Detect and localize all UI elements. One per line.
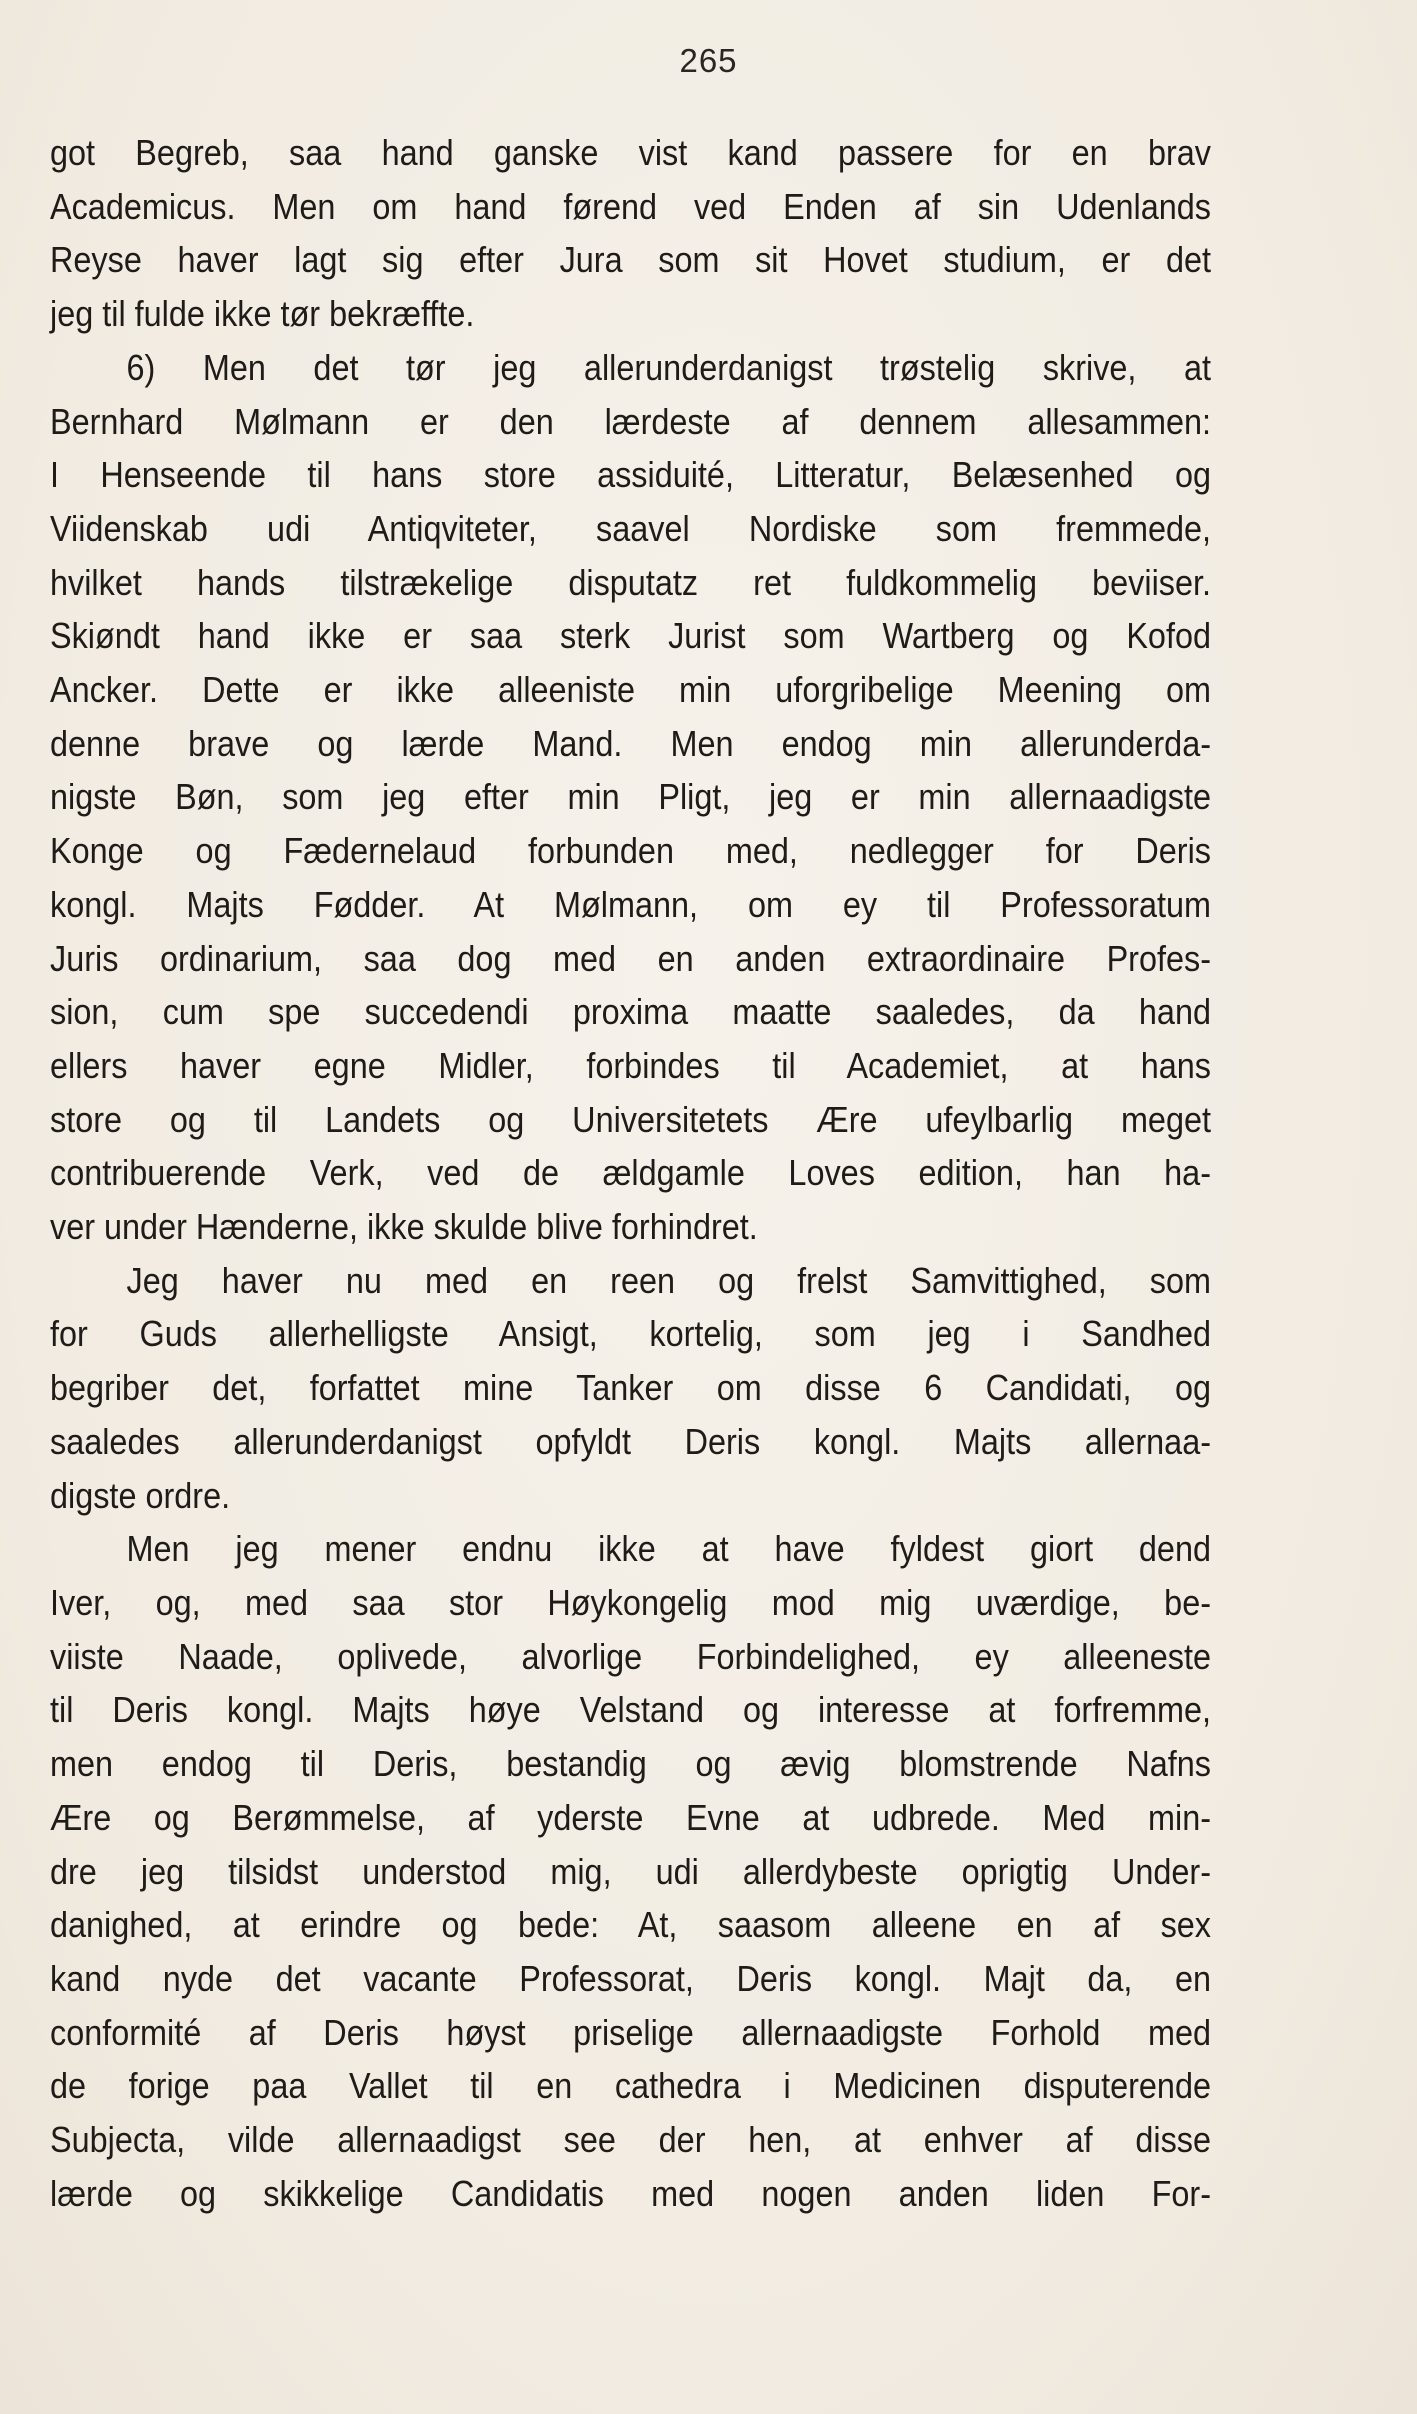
text-line: kongl. Majts Fødder. At Mølmann, om ey til Professoratum: [50, 883, 1211, 925]
text-line: got Begreb, saa hand ganske vist kand passere for en brav: [50, 132, 1211, 173]
text-line: Ancker. Dette er ikke alleeniste min uforgribelige Meening om: [50, 669, 1211, 711]
text-line: Viidenskab udi Antiqviteter, saavel Nordiske som fremmede,: [50, 507, 1211, 549]
text-line: Bernhard Mølmann er den lærdeste af dennem allesammen:: [50, 400, 1211, 442]
body-text: [50, 126, 1210, 2220]
text-line: de forige paa Vallet til en cathedra i Medicinen disputerende: [50, 2065, 1211, 2107]
text-line: Juris ordinarium, saa dog med en anden extraordinaire Profes-: [50, 937, 1211, 979]
text-line: store og til Landets og Universitetets Ære ufeylbarlig meget: [50, 1098, 1211, 1140]
text-line: saaledes allerunderdanigst opfyldt Deris kongl. Majts allernaa-: [50, 1420, 1211, 1462]
text-line: men endog til Deris, bestandig og ævig blomstrende Nafns: [50, 1743, 1211, 1785]
text-line: Jeg haver nu med en reen og frelst Samvittighed, som: [126, 1259, 1211, 1301]
text-line: Men jeg mener endnu ikke at have fyldest giort dend: [126, 1528, 1211, 1570]
text-line: Konge og Fædernelaud forbunden med, nedlegger for Deris: [50, 830, 1211, 872]
text-line: danighed, at erindre og bede: At, saasom alleene en af sex: [50, 1904, 1211, 1946]
text-line: Subjecta, vilde allernaadigst see der hen, at enhver af disse: [50, 2119, 1211, 2161]
text-line: nigste Bøn, som jeg efter min Pligt, jeg er min allernaadigste: [50, 776, 1211, 818]
text-line: for Guds allerhelligste Ansigt, kortelig, som jeg i Sandhed: [50, 1313, 1211, 1355]
text-line: Iver, og, med saa stor Høykongelig mod mig uværdige, be-: [50, 1581, 1211, 1623]
text-line: kand nyde det vacante Professorat, Deris kongl. Majt da, en: [50, 1957, 1211, 1999]
text-line: ellers haver egne Midler, forbindes til Academiet, at hans: [50, 1044, 1211, 1086]
text-line: Academicus. Men om hand førend ved Enden af sin Udenlands: [50, 185, 1211, 227]
text-line: contribuerende Verk, ved de ældgamle Loves edition, han ha-: [50, 1152, 1211, 1194]
text-line: hvilket hands tilstrækelige disputatz ret fuldkommelig beviiser.: [50, 561, 1211, 603]
text-line: I Henseende til hans store assiduité, Litteratur, Belæsenhed og: [50, 454, 1211, 496]
text-line: lærde og skikkelige Candidatis med nogen anden liden For-: [50, 2172, 1211, 2214]
text-line: sion, cum spe succedendi proxima maatte saaledes, da hand: [50, 991, 1211, 1033]
text-line: conformité af Deris høyst priselige allernaadigste Forhold med: [50, 2011, 1211, 2053]
text-line: ver under Hænderne, ikke skulde blive forhindret.: [50, 1206, 758, 1248]
text-line: Skiøndt hand ikke er saa sterk Jurist som Wartberg og Kofod: [50, 615, 1211, 657]
text-line: denne brave og lærde Mand. Men endog min allerunderda-: [50, 722, 1211, 764]
text-line: viiste Naade, oplivede, alvorlige Forbindelighed, ey alleeneste: [50, 1635, 1211, 1677]
text-line: dre jeg tilsidst understod mig, udi allerdybeste oprigtig Under-: [50, 1850, 1211, 1892]
page-number: 265: [679, 42, 738, 79]
text-line: digste ordre.: [50, 1474, 231, 1516]
text-line: Ære og Berømmelse, af yderste Evne at udbrede. Med min-: [50, 1796, 1211, 1838]
text-line: jeg til fulde ikke tør bekræffte.: [50, 293, 475, 335]
text-line: begriber det, forfattet mine Tanker om disse 6 Candidati, og: [50, 1367, 1211, 1409]
text-line: Reyse haver lagt sig efter Jura som sit Hovet studium, er det: [50, 239, 1211, 281]
text-line: til Deris kongl. Majts høye Velstand og interesse at forfremme,: [50, 1689, 1211, 1731]
text-line: 6) Men det tør jeg allerunderdanigst trøstelig skrive, at: [126, 346, 1211, 388]
